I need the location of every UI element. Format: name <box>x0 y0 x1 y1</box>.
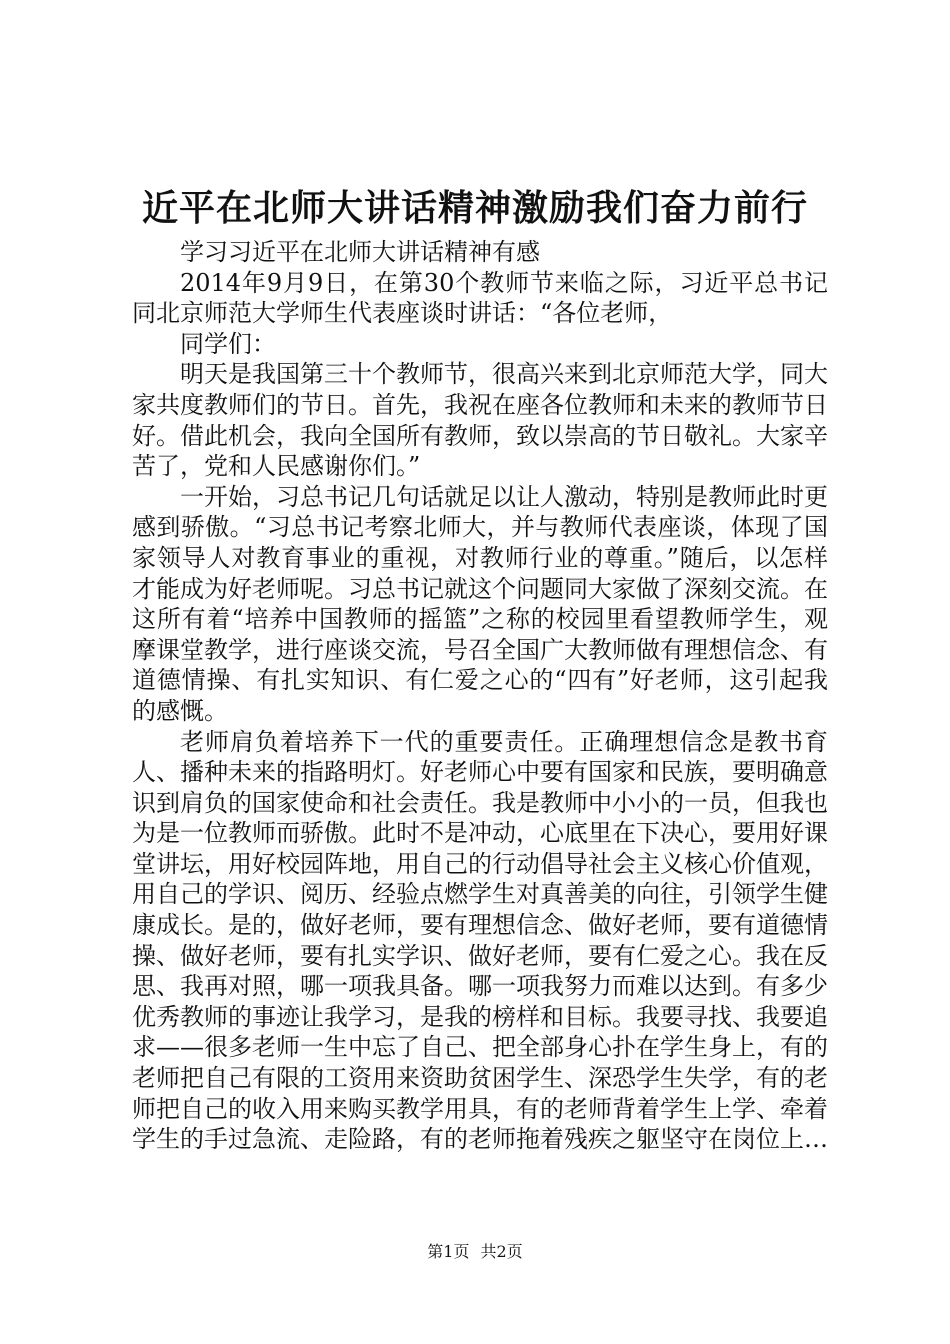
document-title: 近平在北师大讲话精神激励我们奋力前行 <box>141 187 808 229</box>
page-number: 第1页 <box>427 1242 470 1261</box>
body-paragraph: 老师肩负着培养下一代的重要责任。正确理想信念是教书育人、播种未来的指路明灯。好老师心中要有国家和民族，要明确意识到肩负的国家使命和社会责任。我是教师中小小的一员，但我也为是一位教师而骄傲。此时不是冲动，心底里在下决心，要用好课堂讲坛，用好校园阵地，用自己的行动倡导社会主义核心价值观，用自己的学识、阅历、经验点燃学生对真善美的向往，引领学生健康成长。是的，做好老师，要有理想信念、做好老师，要有道德情操、做好老师，要有扎实学识、做好老师，要有仁爱之心。我在反思、我再对照，哪一项我具备。哪一项我努力而难以达到。有多少优秀教师的事迹让我学习，是我的榜样和目标。我要寻找、我要追求——很多老师一生中忘了自己、把全部身心扑在学生身上，有的老师把自己有限的工资用来资助贫困学生、深恐学生失学，有的老师把自己的收入用来购买教学用具，有的老师背着学生上学、牵着学生的手过急流、走险路，有的老师拖着残疾之躯坚守在岗位上… <box>132 727 828 1154</box>
subtitle-paragraph: 学习习近平在北师大讲话精神有感 <box>180 238 540 266</box>
body-paragraph: 一开始，习总书记几句话就足以让人激动，特别是教师此时更感到骄傲。“习总书记考察北师大，并与教师代表座谈，体现了国家领导人对教育事业的重视，对教师行业的尊重。”随后，以怎样才能成为好老师呢。习总书记就这个问题同大家做了深刻交流。在这所有着“培养中国教师的摇篮”之称的校园里看望教师学生，观摩课堂教学，进行座谈交流，号召全国广大教师做有理想信念、有道德情操、有扎实知识、有仁爱之心的“四有”好老师，这引起我的感慨。 <box>132 482 828 725</box>
page-footer <box>0 1241 950 1263</box>
body-paragraph: 明天是我国第三十个教师节，很高兴来到北京师范大学，同大家共度教师们的节日。首先，我祝在座各位教师和未来的教师节日好。借此机会，我向全国所有教师，致以崇高的节日敬礼。大家辛苦了，党和人民感谢你们。” <box>132 360 828 481</box>
page-total: 共2页 <box>480 1242 523 1261</box>
document-body <box>132 237 828 1155</box>
body-paragraph: 2014年9月9日，在第30个教师节来临之际，习近平总书记同北京师范大学师生代表座谈时讲话：“各位老师， <box>132 268 828 328</box>
body-paragraph: 同学们： <box>180 329 276 358</box>
